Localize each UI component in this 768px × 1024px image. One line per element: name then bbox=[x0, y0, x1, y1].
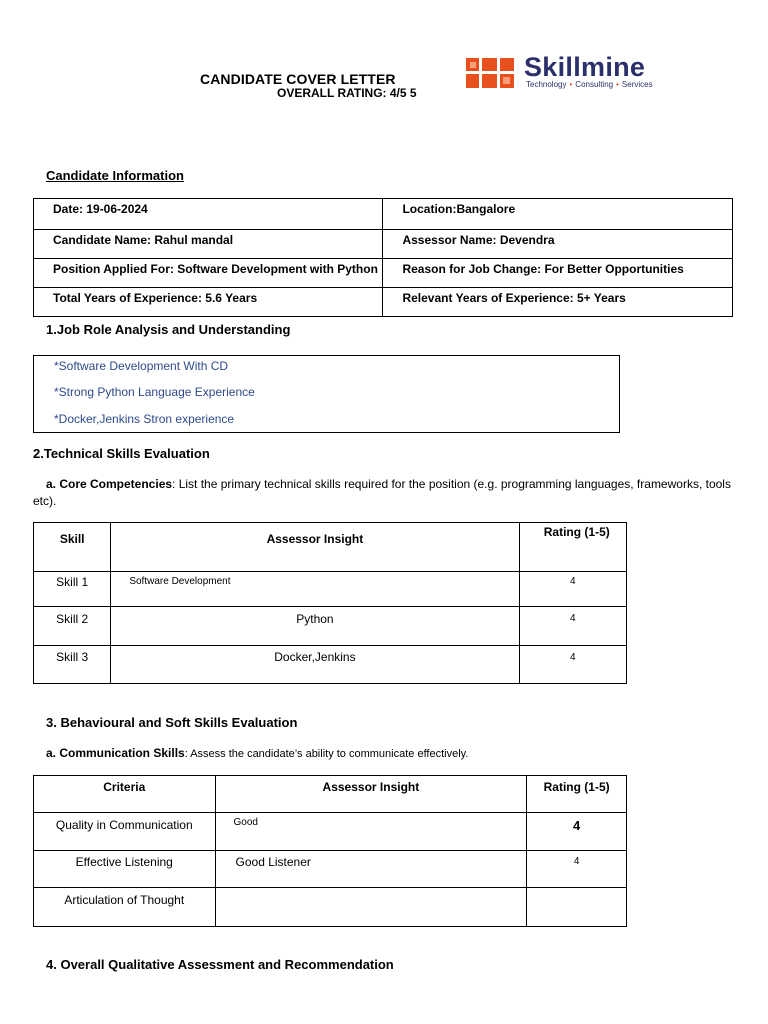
table-row bbox=[34, 607, 627, 646]
skill-insight: Software Development bbox=[111, 572, 519, 607]
table-header-row bbox=[34, 523, 627, 572]
overall-heading: 4. Overall Qualitative Assessment and Recommendation bbox=[46, 957, 394, 972]
list-item: *Docker,Jenkins Stron experience bbox=[54, 412, 235, 426]
criteria-name: Effective Listening bbox=[34, 851, 216, 888]
criteria-rating: 4 bbox=[527, 851, 627, 888]
col-criteria: Criteria bbox=[34, 776, 216, 813]
position-cell: Position Applied For: Software Development with Python bbox=[34, 259, 383, 288]
criteria-insight: Good Listener bbox=[215, 851, 527, 888]
col-rating: Rating (1-5) bbox=[527, 776, 627, 813]
skill-rating: 4 bbox=[519, 607, 626, 646]
skill-rating: 4 bbox=[519, 646, 626, 684]
table-row bbox=[34, 288, 733, 317]
communication-skills-label: a. Communication Skills bbox=[46, 746, 185, 760]
job-role-box bbox=[33, 355, 620, 433]
criteria-name: Quality in Communication bbox=[34, 813, 216, 851]
overall-rating: OVERALL RATING: 4/5 5 bbox=[277, 86, 417, 100]
criteria-rating: 4 bbox=[527, 813, 627, 851]
skill-rating: 4 bbox=[519, 572, 626, 607]
col-assessor-insight: Assessor Insight bbox=[215, 776, 527, 813]
core-competencies-desc: : List the primary technical skills required for the position (e.g. programming languages, frameworks, tools etc). bbox=[33, 477, 731, 508]
table-row bbox=[34, 199, 733, 230]
skill-name: Skill 3 bbox=[34, 646, 111, 684]
candidate-info-table bbox=[33, 198, 733, 317]
criteria-insight bbox=[215, 888, 527, 927]
skillmine-mark-icon bbox=[466, 56, 516, 90]
communication-skills-text bbox=[46, 745, 468, 763]
list-item: *Software Development With CD bbox=[54, 359, 229, 373]
skills-table bbox=[33, 522, 627, 684]
skill-insight: Docker,Jenkins bbox=[111, 646, 519, 684]
candidate-name-cell: Candidate Name: Rahul mandal bbox=[34, 230, 383, 259]
list-item: *Strong Python Language Experience bbox=[54, 385, 255, 399]
relevant-experience-cell: Relevant Years of Experience: 5+ Years bbox=[383, 288, 733, 317]
communication-skills-desc: : Assess the candidate’s ability to communicate effectively. bbox=[184, 748, 469, 760]
table-row bbox=[34, 888, 627, 927]
location-cell: Location:Bangalore bbox=[383, 199, 733, 230]
col-assessor-insight: Assessor Insight bbox=[111, 523, 519, 572]
skill-name: Skill 1 bbox=[34, 572, 111, 607]
core-competencies-text bbox=[33, 476, 733, 510]
document-title: CANDIDATE COVER LETTER bbox=[200, 71, 396, 87]
table-row bbox=[34, 230, 733, 259]
table-row bbox=[34, 259, 733, 288]
core-competencies-label: a. Core Competencies bbox=[46, 477, 173, 491]
table-row bbox=[34, 646, 627, 684]
communication-table bbox=[33, 775, 627, 927]
criteria-name: Articulation of Thought bbox=[34, 888, 216, 927]
technical-heading: 2.Technical Skills Evaluation bbox=[33, 446, 210, 461]
assessor-name-cell: Assessor Name: Devendra bbox=[383, 230, 733, 259]
table-row bbox=[34, 572, 627, 607]
behavioural-heading: 3. Behavioural and Soft Skills Evaluation bbox=[46, 715, 298, 730]
skill-name: Skill 2 bbox=[34, 607, 111, 646]
logo-tagline: Technology • Consulting • Services bbox=[526, 80, 653, 89]
job-role-heading: 1.Job Role Analysis and Understanding bbox=[46, 322, 291, 337]
company-logo bbox=[466, 52, 716, 96]
col-skill: Skill bbox=[34, 523, 111, 572]
criteria-insight: Good bbox=[215, 813, 527, 851]
logo-wordmark: Skillmine bbox=[524, 52, 646, 82]
reason-cell: Reason for Job Change: For Better Opportunities bbox=[383, 259, 733, 288]
table-header-row bbox=[34, 776, 627, 813]
candidate-info-heading: Candidate Information bbox=[46, 168, 184, 183]
table-row bbox=[34, 813, 627, 851]
col-rating: Rating (1-5) bbox=[519, 523, 626, 572]
criteria-rating bbox=[527, 888, 627, 927]
total-experience-cell: Total Years of Experience: 5.6 Years bbox=[34, 288, 383, 317]
table-row bbox=[34, 851, 627, 888]
date-cell: Date: 19-06-2024 bbox=[34, 199, 383, 230]
skill-insight: Python bbox=[111, 607, 519, 646]
